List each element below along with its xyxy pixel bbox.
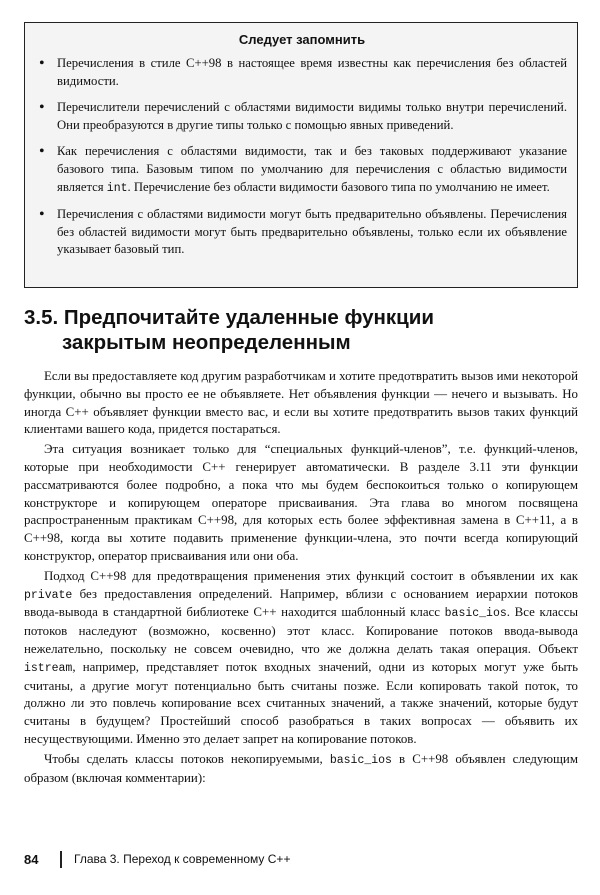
paragraph: Эта ситуация возникает только для “специальных функций-членов”, т.е. функций-членов, которые при необходимости C++ генерирует автоматически. В разделе 3.11 эти функции рассматриваются более подробно, а пока что мы будем беспокоиться только о копирующем конструкторе и копирующем операторе присваивания. Эта глава во многом посвящена распространенным практикам C++98, для которых есть более эффективная замена в C++11, а в C++98, когда вы хотите подавить применение функции-члена, это почти всегда копирующий конструктор, оператор присваивания или они оба. (24, 442, 578, 563)
section-heading (24, 305, 578, 355)
callout-title: Следует запомнить (238, 32, 366, 47)
bullet-text: Перечислители перечислений с областями видимости видимы только внутри перечислений. Они преобразуются в другие типы только с помощью явных приведений. (57, 100, 567, 132)
paragraph (24, 751, 578, 788)
callout-bullet (37, 143, 567, 197)
inline-code: basic_ios (329, 753, 392, 767)
bullet-text: . Перечисление без области видимости базового типа по умолчанию не имеет. (127, 179, 550, 194)
chapter-reference: Глава 3. Переход к современному C++ (74, 852, 291, 866)
paragraph (24, 568, 578, 749)
callout-bullet (37, 99, 567, 134)
callout-bullet (37, 206, 567, 259)
inline-code: istream (24, 661, 73, 675)
paragraph-text: Чтобы сделать классы потоков некопируемыми, (44, 751, 330, 766)
inline-code: private (24, 588, 73, 602)
bullet-text: Как перечисления с областями видимости, так и без таковых поддерживают указание базового типа. Базовым типом по умолчанию для перечисления с областью видимости является (57, 144, 567, 194)
paragraph-text: . Все классы потоков наследуют (возможно, косвенно) этот класс. Копирование потоков ввода-вывода нежелательно, поскольку не совсем очевидно, что же должна делать такая операция. Объект (24, 605, 578, 656)
paragraph-text: без предоставления определений. Например, вблизи с основанием иерархии потоков ввода-вывода в стандартной библиотеке C++ находится шаблонный класс (24, 586, 578, 620)
paragraph-text: в C++98 объявлен следующим образом (включая комментарии): (24, 751, 578, 785)
paragraph-text: Подход C++98 для предотвращения применения этих функций состоит в объявлении их как (44, 568, 578, 583)
paragraph-text: , например, представляет поток входных значений, одни из которых могут уже быть считаны, а другие могут потенциально быть считаны позже. Если копировать такой поток, то должно ли это повлечь копирование всех считанных значений, а также значений, которые будут считаны в будущем? Простейший способ разобраться в таких вопросах — объявить их несуществующими. Именно это делает запрет на копирование потоков. (24, 659, 578, 746)
footer-divider (60, 851, 62, 868)
bullet-text: Перечисления в стиле C++98 в настоящее время известны как перечисления без областей видимости. (57, 56, 567, 88)
page-number: 84 (24, 852, 39, 867)
inline-code: basic_ios (444, 607, 507, 621)
bullet-text: Перечисления с областями видимости могут быть предварительно объявлены. Перечисления без областей видимости могут быть предварительно объявлены, только если их объявление указывает базовый тип. (57, 207, 567, 257)
section-heading-line-1: 3.5. Предпочитайте удаленные функции (24, 306, 434, 329)
remember-callout-box (24, 22, 578, 288)
section-heading-line-2: закрытым неопределенным (62, 331, 351, 354)
callout-bullet-list (37, 55, 567, 259)
inline-code: int (106, 181, 128, 195)
body-text (24, 368, 578, 789)
paragraph: Если вы предоставляете код другим разработчикам и хотите предотвратить вызов ими некоторой функции, обычно вы просто ее не объявляете. Нет объявления функции — нечего и вызывать. Но иногда C++ объявляет функции вместо вас, и если вы хотите предотвратить вызов таких функций клиентами вашего кода, придется постараться. (24, 369, 578, 437)
callout-bullet (37, 55, 567, 90)
